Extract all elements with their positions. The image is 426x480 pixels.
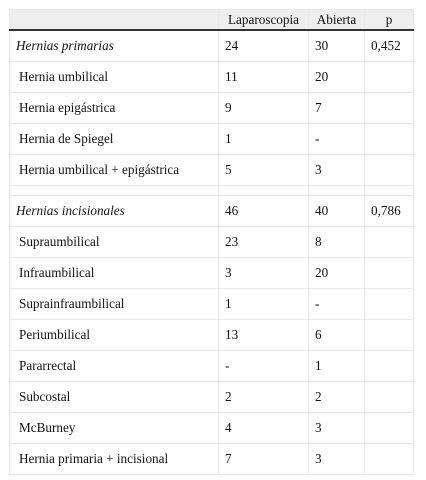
cell-abierta: 3 (309, 444, 365, 475)
cell-p (365, 382, 414, 413)
table-row (10, 382, 414, 413)
row-label: Infraumbilical (10, 258, 219, 289)
cell-laparoscopia: 9 (219, 93, 309, 124)
cell-p (365, 186, 414, 196)
header-empty (10, 10, 219, 31)
table-row (10, 93, 414, 124)
row-label: Hernia primaria + incisional (10, 444, 219, 475)
cell-laparoscopia: 1 (219, 289, 309, 320)
cell-laparoscopia: - (219, 351, 309, 382)
cell-abierta: 2 (309, 382, 365, 413)
table-row (10, 413, 414, 444)
table-spacer-row (10, 186, 414, 196)
cell-p (365, 444, 414, 475)
cell-abierta: 20 (309, 258, 365, 289)
cell-laparoscopia: 2 (219, 382, 309, 413)
row-label: Pararrectal (10, 351, 219, 382)
table-row (10, 289, 414, 320)
cell-abierta: - (309, 289, 365, 320)
row-label: Hernia epigástrica (10, 93, 219, 124)
cell-abierta: 3 (309, 155, 365, 186)
table-row (10, 227, 414, 258)
table-body (10, 30, 414, 475)
cell-laparoscopia: 24 (219, 30, 309, 62)
cell-laparoscopia: 7 (219, 444, 309, 475)
cell-p (365, 351, 414, 382)
cell-laparoscopia: 46 (219, 196, 309, 227)
row-label: Hernia de Spiegel (10, 124, 219, 155)
cell-laparoscopia: 3 (219, 258, 309, 289)
cell-abierta: 30 (309, 30, 365, 62)
cell-p (365, 258, 414, 289)
table-row (10, 258, 414, 289)
cell-laparoscopia: 5 (219, 155, 309, 186)
row-label: Hernia umbilical (10, 62, 219, 93)
table-group-row (10, 196, 414, 227)
table-row (10, 155, 414, 186)
cell-laparoscopia: 23 (219, 227, 309, 258)
row-label: McBurney (10, 413, 219, 444)
table-row (10, 320, 414, 351)
cell-p (365, 289, 414, 320)
cell-abierta: 20 (309, 62, 365, 93)
cell-p: 0,452 (365, 30, 414, 62)
table-header (10, 10, 414, 31)
row-label: Periumbilical (10, 320, 219, 351)
cell-abierta: - (309, 124, 365, 155)
table-group-row (10, 30, 414, 62)
cell-p (365, 124, 414, 155)
header-abierta: Abierta (309, 10, 365, 31)
table-row (10, 351, 414, 382)
cell-p: 0,786 (365, 196, 414, 227)
row-label: Subcostal (10, 382, 219, 413)
cell-abierta: 1 (309, 351, 365, 382)
cell-p (365, 93, 414, 124)
cell-abierta: 7 (309, 93, 365, 124)
row-label: Supraumbilical (10, 227, 219, 258)
cell-laparoscopia: 13 (219, 320, 309, 351)
cell-abierta: 3 (309, 413, 365, 444)
cell-p (365, 62, 414, 93)
cell-abierta: 6 (309, 320, 365, 351)
cell-laparoscopia (219, 186, 309, 196)
cell-laparoscopia: 11 (219, 62, 309, 93)
table-row (10, 62, 414, 93)
table-row (10, 444, 414, 475)
row-label: Hernia umbilical + epigástrica (10, 155, 219, 186)
header-p: p (365, 10, 414, 31)
header-row (10, 10, 414, 31)
row-label: Hernias incisionales (10, 196, 219, 227)
row-label: Suprainfraumbilical (10, 289, 219, 320)
cell-laparoscopia: 1 (219, 124, 309, 155)
cell-laparoscopia: 4 (219, 413, 309, 444)
cell-abierta (309, 186, 365, 196)
row-label (10, 186, 219, 196)
hernia-comparison-table (9, 9, 414, 475)
cell-p (365, 320, 414, 351)
cell-abierta: 8 (309, 227, 365, 258)
header-laparoscopia: Laparoscopia (219, 10, 309, 31)
cell-p (365, 227, 414, 258)
row-label: Hernias primarias (10, 30, 219, 62)
cell-p (365, 413, 414, 444)
cell-p (365, 155, 414, 186)
table-row (10, 124, 414, 155)
cell-abierta: 40 (309, 196, 365, 227)
